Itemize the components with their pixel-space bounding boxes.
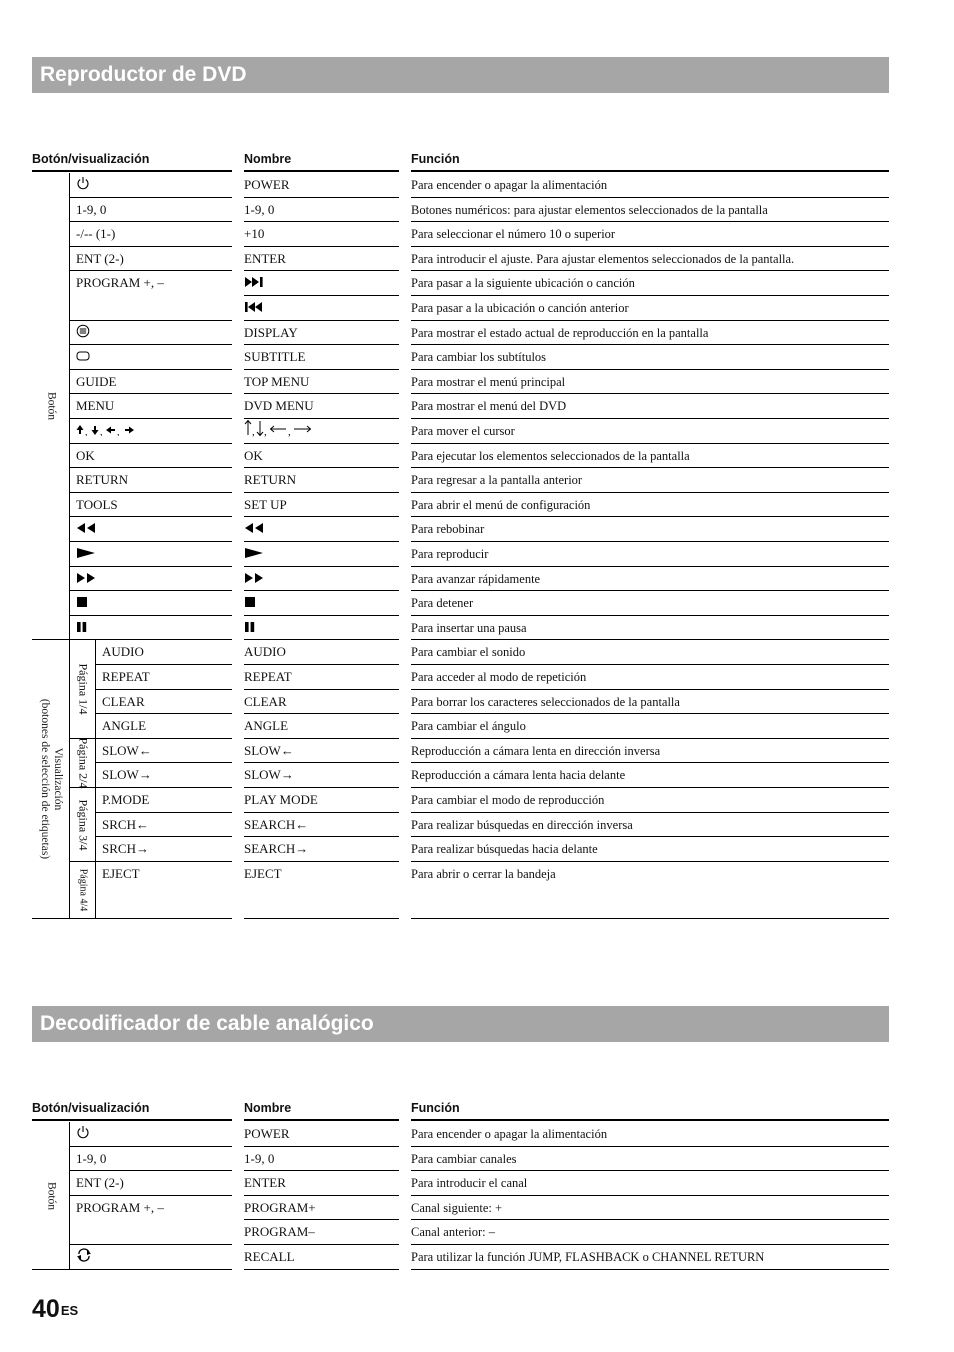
function-cell <box>411 321 889 345</box>
page-label-3 <box>70 788 96 862</box>
function-cell <box>411 665 889 690</box>
display-label-line-1: Visualización <box>51 747 64 811</box>
button-label: MENU <box>76 398 115 413</box>
button-cell <box>70 296 232 321</box>
arrow-keys-outline-icon <box>244 419 312 444</box>
page-label-text: Página 3/4 <box>76 799 90 850</box>
button-label: SLOW <box>102 767 139 782</box>
button-cell <box>70 1220 232 1245</box>
button-cell <box>70 616 232 640</box>
name-cell <box>244 813 399 837</box>
button-cell <box>70 247 232 271</box>
name-label: RETURN <box>244 472 296 487</box>
function-text: Botones numéricos: para ajustar elementos seleccionados de la pantalla <box>411 203 768 217</box>
button-label: ENT (2-) <box>76 1175 124 1190</box>
name-label: SLOW <box>244 767 281 782</box>
left-arrow-icon: ← <box>138 743 152 758</box>
button-cell <box>96 862 232 919</box>
right-arrow-icon: → <box>138 767 152 782</box>
svg-text:,: , <box>252 426 255 438</box>
button-cell <box>70 1171 232 1196</box>
function-cell <box>411 173 889 198</box>
button-cell <box>70 419 232 444</box>
function-cell <box>411 444 889 468</box>
button-cell <box>96 665 232 690</box>
name-label: PROGRAM+ <box>244 1200 316 1215</box>
button-label: RETURN <box>76 472 128 487</box>
function-cell <box>411 616 889 640</box>
function-text: Para ejecutar los elementos seleccionados de la pantalla <box>411 449 690 463</box>
button-cell <box>70 394 232 419</box>
function-text: Para abrir el menú de configuración <box>411 498 591 512</box>
function-text: Canal siguiente: + <box>411 1201 503 1215</box>
function-text: Para cambiar el modo de reproducción <box>411 793 605 807</box>
function-cell <box>411 690 889 714</box>
button-label: PROGRAM +, – <box>76 1200 164 1215</box>
function-text: Para introducir el ajuste. Para ajustar elementos seleccionados de la pantalla. <box>411 252 795 266</box>
next-track-icon <box>244 272 268 296</box>
name-cell <box>244 739 399 763</box>
header-function-column: Función <box>411 148 889 172</box>
button-cell <box>70 1245 232 1270</box>
button-cell <box>96 788 232 813</box>
button-label: P.MODE <box>102 792 150 807</box>
button-label: ANGLE <box>102 718 147 733</box>
name-cell <box>244 345 399 370</box>
name-cell <box>244 222 399 247</box>
function-cell <box>411 198 889 222</box>
function-cell <box>411 419 889 444</box>
stop-icon <box>244 592 256 616</box>
cable-section-title: Decodificador de cable analógico <box>32 1006 889 1042</box>
page-number <box>32 1294 78 1324</box>
name-label: REPEAT <box>244 669 292 684</box>
button-label: SRCH <box>102 817 136 832</box>
function-cell <box>411 1220 889 1245</box>
function-text: Para regresar a la pantalla anterior <box>411 473 583 487</box>
function-text: Para cambiar canales <box>411 1152 517 1166</box>
function-cell <box>411 1171 889 1196</box>
name-cell <box>244 1196 399 1220</box>
page-number-value: 40 <box>32 1295 60 1323</box>
group-label-button <box>32 173 70 640</box>
function-cell <box>411 1147 889 1171</box>
name-cell <box>244 1122 399 1147</box>
button-cell <box>96 739 232 763</box>
rewind-icon <box>76 518 98 542</box>
button-cell <box>70 468 232 493</box>
header-name-column: Nombre <box>244 1097 399 1121</box>
name-cell <box>244 665 399 690</box>
play-icon <box>244 543 264 567</box>
button-label: -/-- (1-) <box>76 226 116 241</box>
button-cell <box>70 517 232 542</box>
name-label: 1-9, 0 <box>244 1151 275 1166</box>
button-cell <box>70 271 232 296</box>
function-cell <box>411 394 889 419</box>
play-icon <box>76 543 96 567</box>
button-cell <box>96 837 232 862</box>
group-label-display <box>32 640 70 919</box>
name-cell <box>244 468 399 493</box>
name-cell <box>244 444 399 468</box>
left-arrow-icon: ← <box>295 817 309 832</box>
function-cell <box>411 517 889 542</box>
pause-icon <box>76 617 88 640</box>
function-text: Para insertar una pausa <box>411 621 527 635</box>
button-label: TOOLS <box>76 497 118 512</box>
name-cell <box>244 493 399 517</box>
header-name-column: Nombre <box>244 148 399 172</box>
button-label: PROGRAM +, – <box>76 275 164 290</box>
name-cell <box>244 690 399 714</box>
recall-icon <box>76 1246 92 1270</box>
function-text: Para abrir o cerrar la bandeja <box>411 867 556 881</box>
button-label: CLEAR <box>102 694 145 709</box>
button-cell <box>70 444 232 468</box>
display-label-line-2: (botones de selección de etiquetas) <box>38 698 51 860</box>
button-label: SRCH <box>102 841 136 856</box>
function-cell <box>411 862 889 919</box>
name-cell <box>244 517 399 542</box>
button-cell <box>70 173 232 198</box>
function-cell <box>411 837 889 862</box>
page-label-text: Página 4/4 <box>77 868 88 912</box>
function-text: Para mostrar el menú del DVD <box>411 399 567 413</box>
button-cell <box>96 714 232 739</box>
name-label: SUBTITLE <box>244 349 306 364</box>
name-cell <box>244 321 399 345</box>
name-label: PROGRAM– <box>244 1224 315 1239</box>
function-cell <box>411 247 889 271</box>
left-arrow-icon: ← <box>135 817 149 832</box>
name-cell <box>244 370 399 394</box>
name-cell <box>244 198 399 222</box>
function-cell <box>411 763 889 788</box>
group-label-button-text: Botón <box>45 391 57 421</box>
fast-forward-icon <box>244 568 266 591</box>
button-cell <box>70 370 232 394</box>
button-cell <box>70 321 232 345</box>
button-cell <box>96 640 232 665</box>
header-button-column: Botón/visualización <box>32 1097 232 1121</box>
name-cell <box>244 714 399 739</box>
function-text: Para cambiar el sonido <box>411 645 526 659</box>
function-text: Para detener <box>411 596 474 610</box>
right-arrow-icon: → <box>135 841 149 856</box>
name-cell <box>244 1147 399 1171</box>
button-cell <box>96 813 232 837</box>
name-cell <box>244 1245 399 1270</box>
function-text: Para mover el cursor <box>411 424 515 438</box>
svg-text:,: , <box>288 426 291 438</box>
name-cell <box>244 837 399 862</box>
name-cell <box>244 271 399 296</box>
button-cell <box>70 198 232 222</box>
header-button-column: Botón/visualización <box>32 148 232 172</box>
name-cell <box>244 1171 399 1196</box>
function-text: Para rebobinar <box>411 522 485 536</box>
page-label-text: Página 1/4 <box>76 663 90 715</box>
function-text: Reproducción a cámara lenta en dirección inversa <box>411 744 661 758</box>
button-cell <box>70 222 232 247</box>
button-cell <box>70 567 232 591</box>
function-text: Para pasar a la ubicación o canción anterior <box>411 301 629 315</box>
name-cell <box>244 567 399 591</box>
function-cell <box>411 640 889 665</box>
function-text: Para encender o apagar la alimentación <box>411 178 608 192</box>
function-text: Reproducción a cámara lenta hacia delante <box>411 768 626 782</box>
function-text: Para encender o apagar la alimentación <box>411 1127 608 1141</box>
function-text: Para realizar búsquedas en dirección inversa <box>411 818 633 832</box>
function-text: Para cambiar los subtítulos <box>411 350 547 364</box>
button-label: AUDIO <box>102 644 144 659</box>
name-label: DISPLAY <box>244 325 298 340</box>
function-text: Para utilizar la función JUMP, FLASHBACK o CHANNEL RETURN <box>411 1250 765 1264</box>
function-cell <box>411 591 889 616</box>
svg-text:,: , <box>85 427 88 437</box>
function-text: Para mostrar el menú principal <box>411 375 566 389</box>
group-label-button-text: Botón <box>45 1181 57 1210</box>
button-cell <box>70 591 232 616</box>
name-cell <box>244 640 399 665</box>
header-function-column: Función <box>411 1097 889 1121</box>
function-cell <box>411 370 889 394</box>
name-cell <box>244 296 399 321</box>
button-label: EJECT <box>102 866 140 881</box>
svg-text:,: , <box>100 427 103 437</box>
function-text: Para avanzar rápidamente <box>411 572 541 586</box>
right-arrow-icon: → <box>280 767 294 782</box>
page-label-text: Página 2/4 <box>76 737 90 789</box>
name-label: ANGLE <box>244 718 289 733</box>
svg-text:,: , <box>264 426 267 438</box>
button-label: GUIDE <box>76 374 117 389</box>
name-label: SLOW <box>244 743 281 758</box>
name-cell <box>244 763 399 788</box>
group-label-button <box>32 1122 70 1270</box>
function-cell <box>411 567 889 591</box>
button-cell <box>96 690 232 714</box>
function-cell <box>411 296 889 321</box>
subtitle-icon <box>76 346 90 370</box>
function-text: Para introducir el canal <box>411 1176 528 1190</box>
right-arrow-icon: → <box>295 841 309 856</box>
previous-track-icon <box>244 297 268 321</box>
left-arrow-icon: ← <box>280 743 294 758</box>
dvd-section-title: Reproductor de DVD <box>32 57 889 93</box>
button-cell <box>70 542 232 567</box>
button-label: OK <box>76 448 95 463</box>
name-cell <box>244 862 399 919</box>
arrow-keys-icon <box>76 420 136 444</box>
name-label: CLEAR <box>244 694 287 709</box>
function-text: Para pasar a la siguiente ubicación o canción <box>411 276 635 290</box>
name-label: RECALL <box>244 1249 295 1264</box>
name-label: DVD MENU <box>244 398 314 413</box>
name-label: SEARCH <box>244 841 296 856</box>
name-label: SET UP <box>244 497 287 512</box>
page-label-2 <box>70 739 96 788</box>
power-icon <box>76 174 90 198</box>
power-icon <box>76 1123 90 1147</box>
button-label: 1-9, 0 <box>76 1151 107 1166</box>
name-label: SEARCH <box>244 817 296 832</box>
button-cell <box>70 1196 232 1220</box>
function-cell <box>411 788 889 813</box>
name-label: OK <box>244 448 263 463</box>
name-cell <box>244 247 399 271</box>
function-cell <box>411 1122 889 1147</box>
name-cell <box>244 788 399 813</box>
function-cell <box>411 271 889 296</box>
fast-forward-icon <box>76 568 98 591</box>
name-label: ENTER <box>244 1175 286 1190</box>
button-label: 1-9, 0 <box>76 202 107 217</box>
name-cell <box>244 419 399 444</box>
button-label: ENT (2-) <box>76 251 124 266</box>
name-cell <box>244 616 399 640</box>
name-label: TOP MENU <box>244 374 310 389</box>
function-text: Para cambiar el ángulo <box>411 719 526 733</box>
name-cell <box>244 173 399 198</box>
name-cell <box>244 591 399 616</box>
pause-icon <box>244 617 256 640</box>
function-cell <box>411 345 889 370</box>
group-label-display-text <box>38 699 64 859</box>
name-label: 1-9, 0 <box>244 202 275 217</box>
button-cell <box>70 345 232 370</box>
name-label: AUDIO <box>244 644 286 659</box>
function-text: Canal anterior: – <box>411 1225 495 1239</box>
function-text: Para seleccionar el número 10 o superior <box>411 227 616 241</box>
button-label: SLOW <box>102 743 139 758</box>
function-text: Para acceder al modo de repetición <box>411 670 587 684</box>
name-label: EJECT <box>244 866 282 881</box>
function-text: Para mostrar el estado actual de reproducción en la pantalla <box>411 326 709 340</box>
display-icon <box>76 322 90 345</box>
name-label: ENTER <box>244 251 286 266</box>
name-label: +10 <box>244 226 265 241</box>
button-label: REPEAT <box>102 669 150 684</box>
svg-text:,: , <box>117 427 120 437</box>
function-cell <box>411 222 889 247</box>
rewind-icon <box>244 518 266 542</box>
button-cell <box>96 763 232 788</box>
name-label: POWER <box>244 177 290 192</box>
function-cell <box>411 714 889 739</box>
function-text: Para reproducir <box>411 547 489 561</box>
page-label-4 <box>70 862 96 919</box>
function-cell <box>411 468 889 493</box>
name-cell <box>244 1220 399 1245</box>
function-cell <box>411 813 889 837</box>
name-cell <box>244 542 399 567</box>
button-cell <box>70 1147 232 1171</box>
name-label: POWER <box>244 1126 290 1141</box>
page-language-code: ES <box>60 1303 79 1318</box>
function-text: Para realizar búsquedas hacia delante <box>411 842 598 856</box>
page-label-1 <box>70 640 96 739</box>
function-text: Para borrar los caracteres seleccionados de la pantalla <box>411 695 680 709</box>
name-cell <box>244 394 399 419</box>
stop-icon <box>76 592 88 616</box>
function-cell <box>411 739 889 763</box>
function-cell <box>411 1245 889 1270</box>
button-cell <box>70 493 232 517</box>
function-cell <box>411 1196 889 1220</box>
function-cell <box>411 542 889 567</box>
name-label: PLAY MODE <box>244 792 318 807</box>
button-cell <box>70 1122 232 1147</box>
function-cell <box>411 493 889 517</box>
